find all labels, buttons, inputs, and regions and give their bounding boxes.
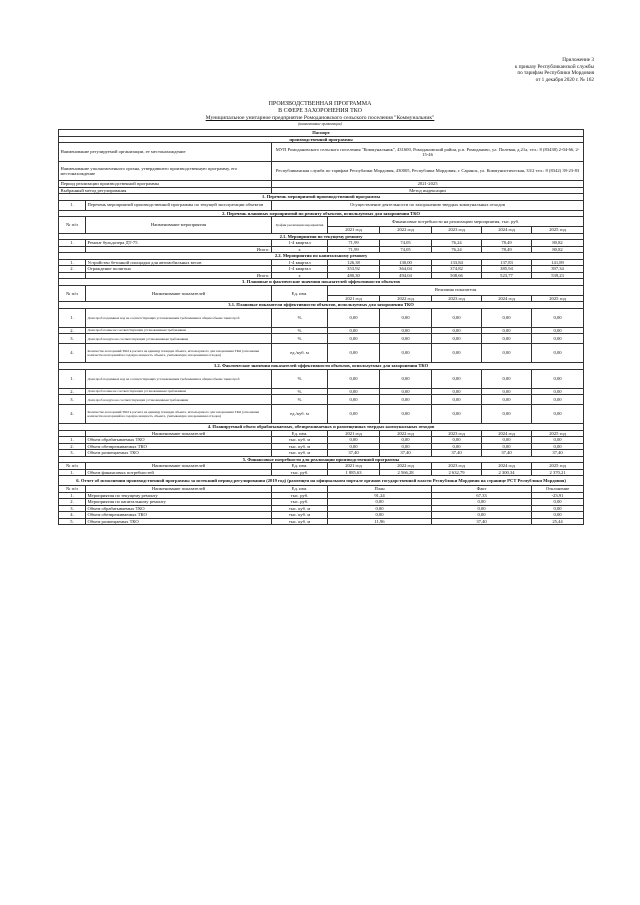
row-value: 0,00 (482, 395, 532, 405)
row-unit: % (272, 308, 328, 327)
row-value: 539,23 (532, 272, 584, 279)
row-value: 0,00 (432, 395, 482, 405)
row-value: 0,00 (380, 334, 432, 344)
title-line-2: В СФЕРЕ ЗАХОРОНЕНИЯ ТКО (278, 108, 362, 114)
row-value: 1 885,63 (328, 469, 380, 476)
section-2-heading: 2. Перечень плановых мероприятий по ремонту объектов, используемых для захоронения ТКО (59, 210, 584, 217)
year-header: 2024 год (482, 227, 532, 234)
row-plan: 11,96 (328, 518, 432, 525)
table-row (59, 369, 584, 388)
column-header-name: Наименование показателей (86, 463, 272, 470)
row-value: 0,00 (380, 344, 432, 363)
row-value: 0,00 (380, 443, 432, 450)
row-deviation: 0,00 (532, 512, 584, 519)
row-value: 0,00 (432, 388, 482, 395)
column-header-deviation: Отклонение (532, 486, 584, 493)
row-value: 0,00 (328, 308, 380, 327)
row-name: Итого: (86, 246, 272, 253)
row-number: 4. (59, 405, 86, 424)
column-header-fact: Факт (432, 486, 532, 493)
row-value: 0,00 (328, 388, 380, 395)
row-plan: 91,24 (328, 492, 432, 499)
row-number: 2. (59, 327, 86, 334)
row-number: 1. (59, 200, 86, 210)
year-header: 2024 год (482, 430, 532, 437)
row-name: Доля проб почвы не соответствующих установленным требованиям (86, 327, 272, 334)
row-deviation: 25,44 (532, 518, 584, 525)
row-name: Доля проб воздуха не соответствующих установленным требованиям (86, 395, 272, 405)
row-value: 0,00 (482, 327, 532, 334)
row-value: 494,04 (380, 272, 432, 279)
column-header-number: № п/п (59, 285, 86, 302)
column-header-unit: Ед. изм. (272, 430, 328, 437)
row-number: 1. (59, 437, 86, 444)
row-value: 0,00 (380, 369, 432, 388)
section-4-heading: 4. Планируемый объем обрабатываемых, обезвреживаемых и размещенных твердых коммунальных отходов (59, 424, 584, 431)
row-value: 0,00 (432, 344, 482, 363)
row-fact: 0,00 (432, 512, 532, 519)
row-value: 37,40 (328, 450, 380, 457)
column-header-value: Величина показателя (328, 285, 584, 295)
row-value: 0,00 (380, 437, 432, 444)
passport-heading: Паспорт (59, 130, 584, 137)
row-value: 0,00 (532, 405, 584, 424)
row-value: 0,00 (328, 369, 380, 388)
row-value: 353,92 (328, 266, 380, 273)
row-value: 0,00 (432, 405, 482, 424)
row-value: 0,00 (432, 308, 482, 327)
passport-subheading: производственной программы (59, 136, 584, 143)
row-value: 0,00 (532, 334, 584, 344)
approval-line: Приложение 3 (562, 57, 594, 63)
document-title (60, 101, 580, 126)
column-header-unit: Ед. изм. (272, 463, 328, 470)
row-unit: тыс. куб. м (272, 505, 328, 512)
row-number: 1. (59, 469, 86, 476)
row-value: 0,00 (482, 437, 532, 444)
row-value: 0,00 (532, 327, 584, 334)
row-unit: % (272, 327, 328, 334)
row-unit: ед./куб. м (272, 344, 328, 363)
row-schedule: 1-4 квартал (272, 259, 328, 266)
year-header: 2023 год (432, 430, 482, 437)
row-name: Объем обрабатываемых ТКО (86, 437, 272, 444)
row-value: 0,00 (380, 405, 432, 424)
row-plan: 0,00 (328, 505, 432, 512)
row-plan: 0,00 (328, 512, 432, 519)
row-value: 133,84 (432, 259, 482, 266)
passport-value: Метод индексации (272, 187, 584, 194)
row-deviation: -23,91 (532, 492, 584, 499)
year-header: 2023 год (432, 227, 482, 234)
row-schedule: х (272, 272, 328, 279)
subsection-heading: 3.1. Плановые показатели эффективности объектов, используемых для захоронения ТКО (59, 302, 584, 309)
row-value: 37,40 (380, 450, 432, 457)
row-unit: % (272, 388, 328, 395)
table-row (59, 405, 584, 424)
row-value: 37,40 (482, 450, 532, 457)
row-value: 37,40 (432, 450, 482, 457)
row-number: 3. (59, 505, 86, 512)
row-name: Объем обезвреживаемых ТКО (86, 443, 272, 450)
row-number: 3. (59, 334, 86, 344)
approval-line: от 1 декабря 2020 г. № 162 (535, 76, 594, 83)
year-header: 2025 год (532, 430, 584, 437)
row-value: 0,00 (532, 344, 584, 363)
row-value: 0,00 (532, 388, 584, 395)
approval-line: к приказу Республиканской службы (514, 63, 594, 70)
row-unit: тыс. куб. м (272, 450, 328, 457)
year-header: 2022 год (380, 463, 432, 470)
row-value: 0,00 (532, 443, 584, 450)
row-schedule: 1-4 квартал (272, 266, 328, 273)
year-header: 2021 год (328, 463, 380, 470)
row-value: 0,00 (432, 327, 482, 334)
row-unit: ед./куб. м (272, 405, 328, 424)
row-number: 1. (59, 369, 86, 388)
year-header: 2022 год (380, 430, 432, 437)
row-value: 0,00 (532, 395, 584, 405)
row-value: 0,00 (432, 437, 482, 444)
passport-value: 2021-2025 (272, 181, 584, 188)
row-value: 0,00 (380, 388, 432, 395)
passport-label: Выбранный метод регулирования (59, 187, 272, 194)
passport-value: Республиканская служба по тарифам Республики Мордовия, 430005, Республика Мордовия, г. Саранск, ул. Коммунистическая, 33/2 тел.: 8 (8342) 39-23-83 (272, 162, 584, 181)
row-value: 0,00 (532, 369, 584, 388)
row-value: 0,00 (482, 334, 532, 344)
row-value: 0,00 (328, 334, 380, 344)
row-value: 71,99 (328, 246, 380, 253)
row-deviation: 0,00 (532, 505, 584, 512)
column-header-unit: Ед. изм. (272, 285, 328, 302)
row-value: 141,89 (532, 259, 584, 266)
row-value: 74,05 (380, 246, 432, 253)
section-5-heading: 5. Финансовые потребности для реализации производственной программы (59, 456, 584, 463)
row-fact: 37,40 (432, 518, 532, 525)
row-value: 0,00 (482, 405, 532, 424)
section-1-label: Перечень мероприятий производственной программы по текущей эксплуатации объектов (86, 200, 272, 210)
row-fact: 67,33 (432, 492, 532, 499)
row-unit: % (272, 395, 328, 405)
table-row (59, 518, 584, 525)
column-header-name: Наименование показателей (86, 430, 272, 437)
row-unit: % (272, 369, 328, 388)
row-value: 0,00 (482, 388, 532, 395)
row-unit: тыс. руб. (272, 469, 328, 476)
row-value: 74,05 (380, 240, 432, 247)
row-value: 0,00 (328, 437, 380, 444)
year-header: 2025 год (532, 295, 584, 302)
column-header-number: № п/п (59, 463, 86, 470)
row-unit: тыс. руб. (272, 499, 328, 506)
row-value: 80,82 (532, 240, 584, 247)
column-header-number: № п/п (59, 217, 86, 234)
row-number: 2. (59, 443, 86, 450)
row-name: Мероприятия по текущему ремонту (86, 492, 272, 499)
row-value: 0,00 (328, 405, 380, 424)
passport-value: МУП Ромодановского сельского поселения "Коммунальник", 431600, Ромодановский район, р.п. Ромоданово, ул. Полевая, д.21а, тел.: 8 (83438) 2-04-66, 2-15-46 (272, 143, 584, 162)
row-unit: тыс. руб. (272, 492, 328, 499)
section-3-heading: 3. Плановые и фактические значения показателей эффективности объектов (59, 279, 584, 286)
approval-line: по тарифам Республики Мордовия (517, 70, 594, 77)
row-value: 0,00 (482, 369, 532, 388)
table-row (59, 334, 584, 344)
year-header: 2021 год (328, 227, 380, 234)
row-number: 3. (59, 395, 86, 405)
year-header: 2022 год (380, 295, 432, 302)
program-table-body (59, 130, 584, 525)
row-number: 2. (59, 499, 86, 506)
row-value: 126,38 (328, 259, 380, 266)
row-unit: тыс. куб. м (272, 518, 328, 525)
row-unit: % (272, 334, 328, 344)
row-fact: 0,00 (432, 499, 532, 506)
row-number: 1. (59, 240, 86, 247)
row-number: 1. (59, 259, 86, 266)
year-header: 2021 год (328, 295, 380, 302)
table-row (59, 395, 584, 405)
row-value: 397,34 (532, 266, 584, 273)
year-header: 2021 год (328, 430, 380, 437)
row-name: Доля проб воздуха не соответствующих установленным требованиям (86, 334, 272, 344)
column-header-plan: План (328, 486, 432, 493)
row-name: Количество возгораний ТКО в расчете на единицу площади объекта, используемого для захоронения ТКО (отношение количества возгораний на годовую мощность объекта, учитываемую захоронением отходов) (86, 344, 272, 363)
row-value: 0,00 (482, 443, 532, 450)
row-number: 4. (59, 344, 86, 363)
row-number: 2. (59, 266, 86, 273)
year-header: 2023 год (432, 463, 482, 470)
row-value: 71,99 (328, 240, 380, 247)
program-table (58, 129, 584, 525)
row-name: Устройство бетонной площадки для автомобильных весов (86, 259, 272, 266)
row-value: 364,04 (380, 266, 432, 273)
row-value: 137,83 (482, 259, 532, 266)
subsection-heading: 2.2. Мероприятия по капитальному ремонту (59, 253, 584, 260)
row-number: 2. (59, 388, 86, 395)
table-row (59, 308, 584, 327)
passport-label: Наименование уполномоченного органа, утвердившего производственную программу, его местонахождение (59, 162, 272, 181)
row-name: Объем обрабатываемых ТКО (86, 505, 272, 512)
row-unit: тыс. куб. м (272, 512, 328, 519)
row-value: 0,00 (380, 308, 432, 327)
row-number: 1. (59, 308, 86, 327)
row-value: 508,66 (432, 272, 482, 279)
row-value: 0,00 (532, 308, 584, 327)
row-name: Доля проб подземных вод не соответствующих установленным требованиям в общем объеме таких проб (86, 308, 272, 327)
row-name: Доля проб почвы не соответствующих установленным требованиям (86, 388, 272, 395)
row-name: Объем финансовых потребностей (86, 469, 272, 476)
row-value: 80,82 (532, 246, 584, 253)
column-header-number: № п/п (59, 486, 86, 493)
row-value: 0,00 (432, 443, 482, 450)
year-header: 2025 год (532, 227, 584, 234)
row-value: 0,00 (328, 395, 380, 405)
row-number: 4. (59, 512, 86, 519)
table-row (59, 344, 584, 363)
row-name: Объем размещаемых ТКО (86, 518, 272, 525)
row-schedule: 1-4 квартал (272, 240, 328, 247)
row-plan: 0,00 (328, 499, 432, 506)
year-header: 2024 год (482, 295, 532, 302)
passport-label: Наименование регулируемой организации, ее местонахождение (59, 143, 272, 162)
subsection-heading: 2.1. Мероприятия по текущему ремонту (59, 233, 584, 240)
row-value: 130,00 (380, 259, 432, 266)
row-value: 0,00 (432, 369, 482, 388)
row-schedule: х (272, 246, 328, 253)
row-value: 0,00 (328, 344, 380, 363)
row-value: 78,49 (482, 240, 532, 247)
row-value: 0,00 (532, 437, 584, 444)
row-value: 523,77 (482, 272, 532, 279)
row-number: 5. (59, 518, 86, 525)
row-name: Итого: (86, 272, 272, 279)
year-header: 2025 год (532, 463, 584, 470)
row-name: Количество возгораний ТКО в расчете на единицу площади объекта, используемого для захоронения ТКО (отношение количества возгораний на годовую мощность объекта, учитываемую захоронением отходов) (86, 405, 272, 424)
row-value: 76,24 (432, 240, 482, 247)
row-value: 76,24 (432, 246, 482, 253)
row-unit: тыс. куб. м (272, 437, 328, 444)
passport-label: Период реализации производственной программы (59, 181, 272, 188)
organization-name: Муниципальное унитарное предприятие Ромодановского сельского поселения "Коммунальник" (205, 115, 435, 121)
year-header: 2024 год (482, 463, 532, 470)
row-name: Мероприятия по капитальному ремонту (86, 499, 272, 506)
row-name: Объем размещаемых ТКО (86, 450, 272, 457)
row-value: 0,00 (482, 344, 532, 363)
row-value: 385,94 (482, 266, 532, 273)
row-number: 3. (59, 450, 86, 457)
column-header-name: Наименование мероприятия (86, 217, 272, 234)
row-name: Ограждение полигона (86, 266, 272, 273)
row-value: 0,00 (328, 327, 380, 334)
row-value: 2 300,34 (482, 469, 532, 476)
year-header: 2022 год (380, 227, 432, 234)
year-header: 2023 год (432, 295, 482, 302)
row-value: 0,00 (482, 308, 532, 327)
row-value: 0,00 (380, 327, 432, 334)
organization-note: (наименование организации) (298, 122, 342, 126)
row-name: Ремонт бульдозера ДТ-75 (86, 240, 272, 247)
row-name: Доля проб подземных вод не соответствующих установленным требованиям в общем объеме таких проб (86, 369, 272, 388)
row-value: 374,82 (432, 266, 482, 273)
row-unit: тыс. куб. м (272, 443, 328, 450)
column-header-schedule: График реализации мероприятия (272, 217, 328, 234)
column-header-financial-need: Финансовые потребности на реализацию мероприятия, тыс. руб. (328, 217, 584, 227)
section-6-heading: 6. Отчет об исполнении производственной программы за истекший период регулирования (2019 год) (размещен на официальном портале органов государственной власти Республики Мордовия на странице РСТ Республики Мордовия) (59, 476, 584, 486)
approval-block (394, 57, 594, 83)
row-value: 0,00 (328, 443, 380, 450)
subsection-heading: 3.2. Фактические значения показателей эффективности объектов, используемых для захоронения ТКО (59, 363, 584, 370)
row-deviation: 0,00 (532, 499, 584, 506)
row-value: 78,49 (482, 246, 532, 253)
table-row (59, 285, 584, 295)
column-header-name: Наименование показателей (86, 285, 272, 302)
row-value: 2 566,28 (380, 469, 432, 476)
row-value: 37,40 (532, 450, 584, 457)
row-value: 0,00 (380, 395, 432, 405)
row-value: 480,30 (328, 272, 380, 279)
section-6-heading (59, 476, 584, 486)
row-number: 1. (59, 492, 86, 499)
row-name: Объем обезвреживаемых ТКО (86, 512, 272, 519)
row-value: 0,00 (432, 334, 482, 344)
row-fact: 0,00 (432, 505, 532, 512)
section-1-heading: 1. Перечень мероприятий производственной программы (59, 194, 584, 201)
section-1-value: Осуществление деятельности по захоронению твердых коммунальных отходов (272, 200, 584, 210)
row-value: 2 370,21 (532, 469, 584, 476)
title-line-1: ПРОИЗВОДСТВЕННАЯ ПРОГРАММА (268, 101, 372, 107)
column-header-unit: Ед. изм. (272, 486, 328, 493)
row-value: 2 632,79 (432, 469, 482, 476)
column-header-name: Наименование показателей (86, 486, 272, 493)
